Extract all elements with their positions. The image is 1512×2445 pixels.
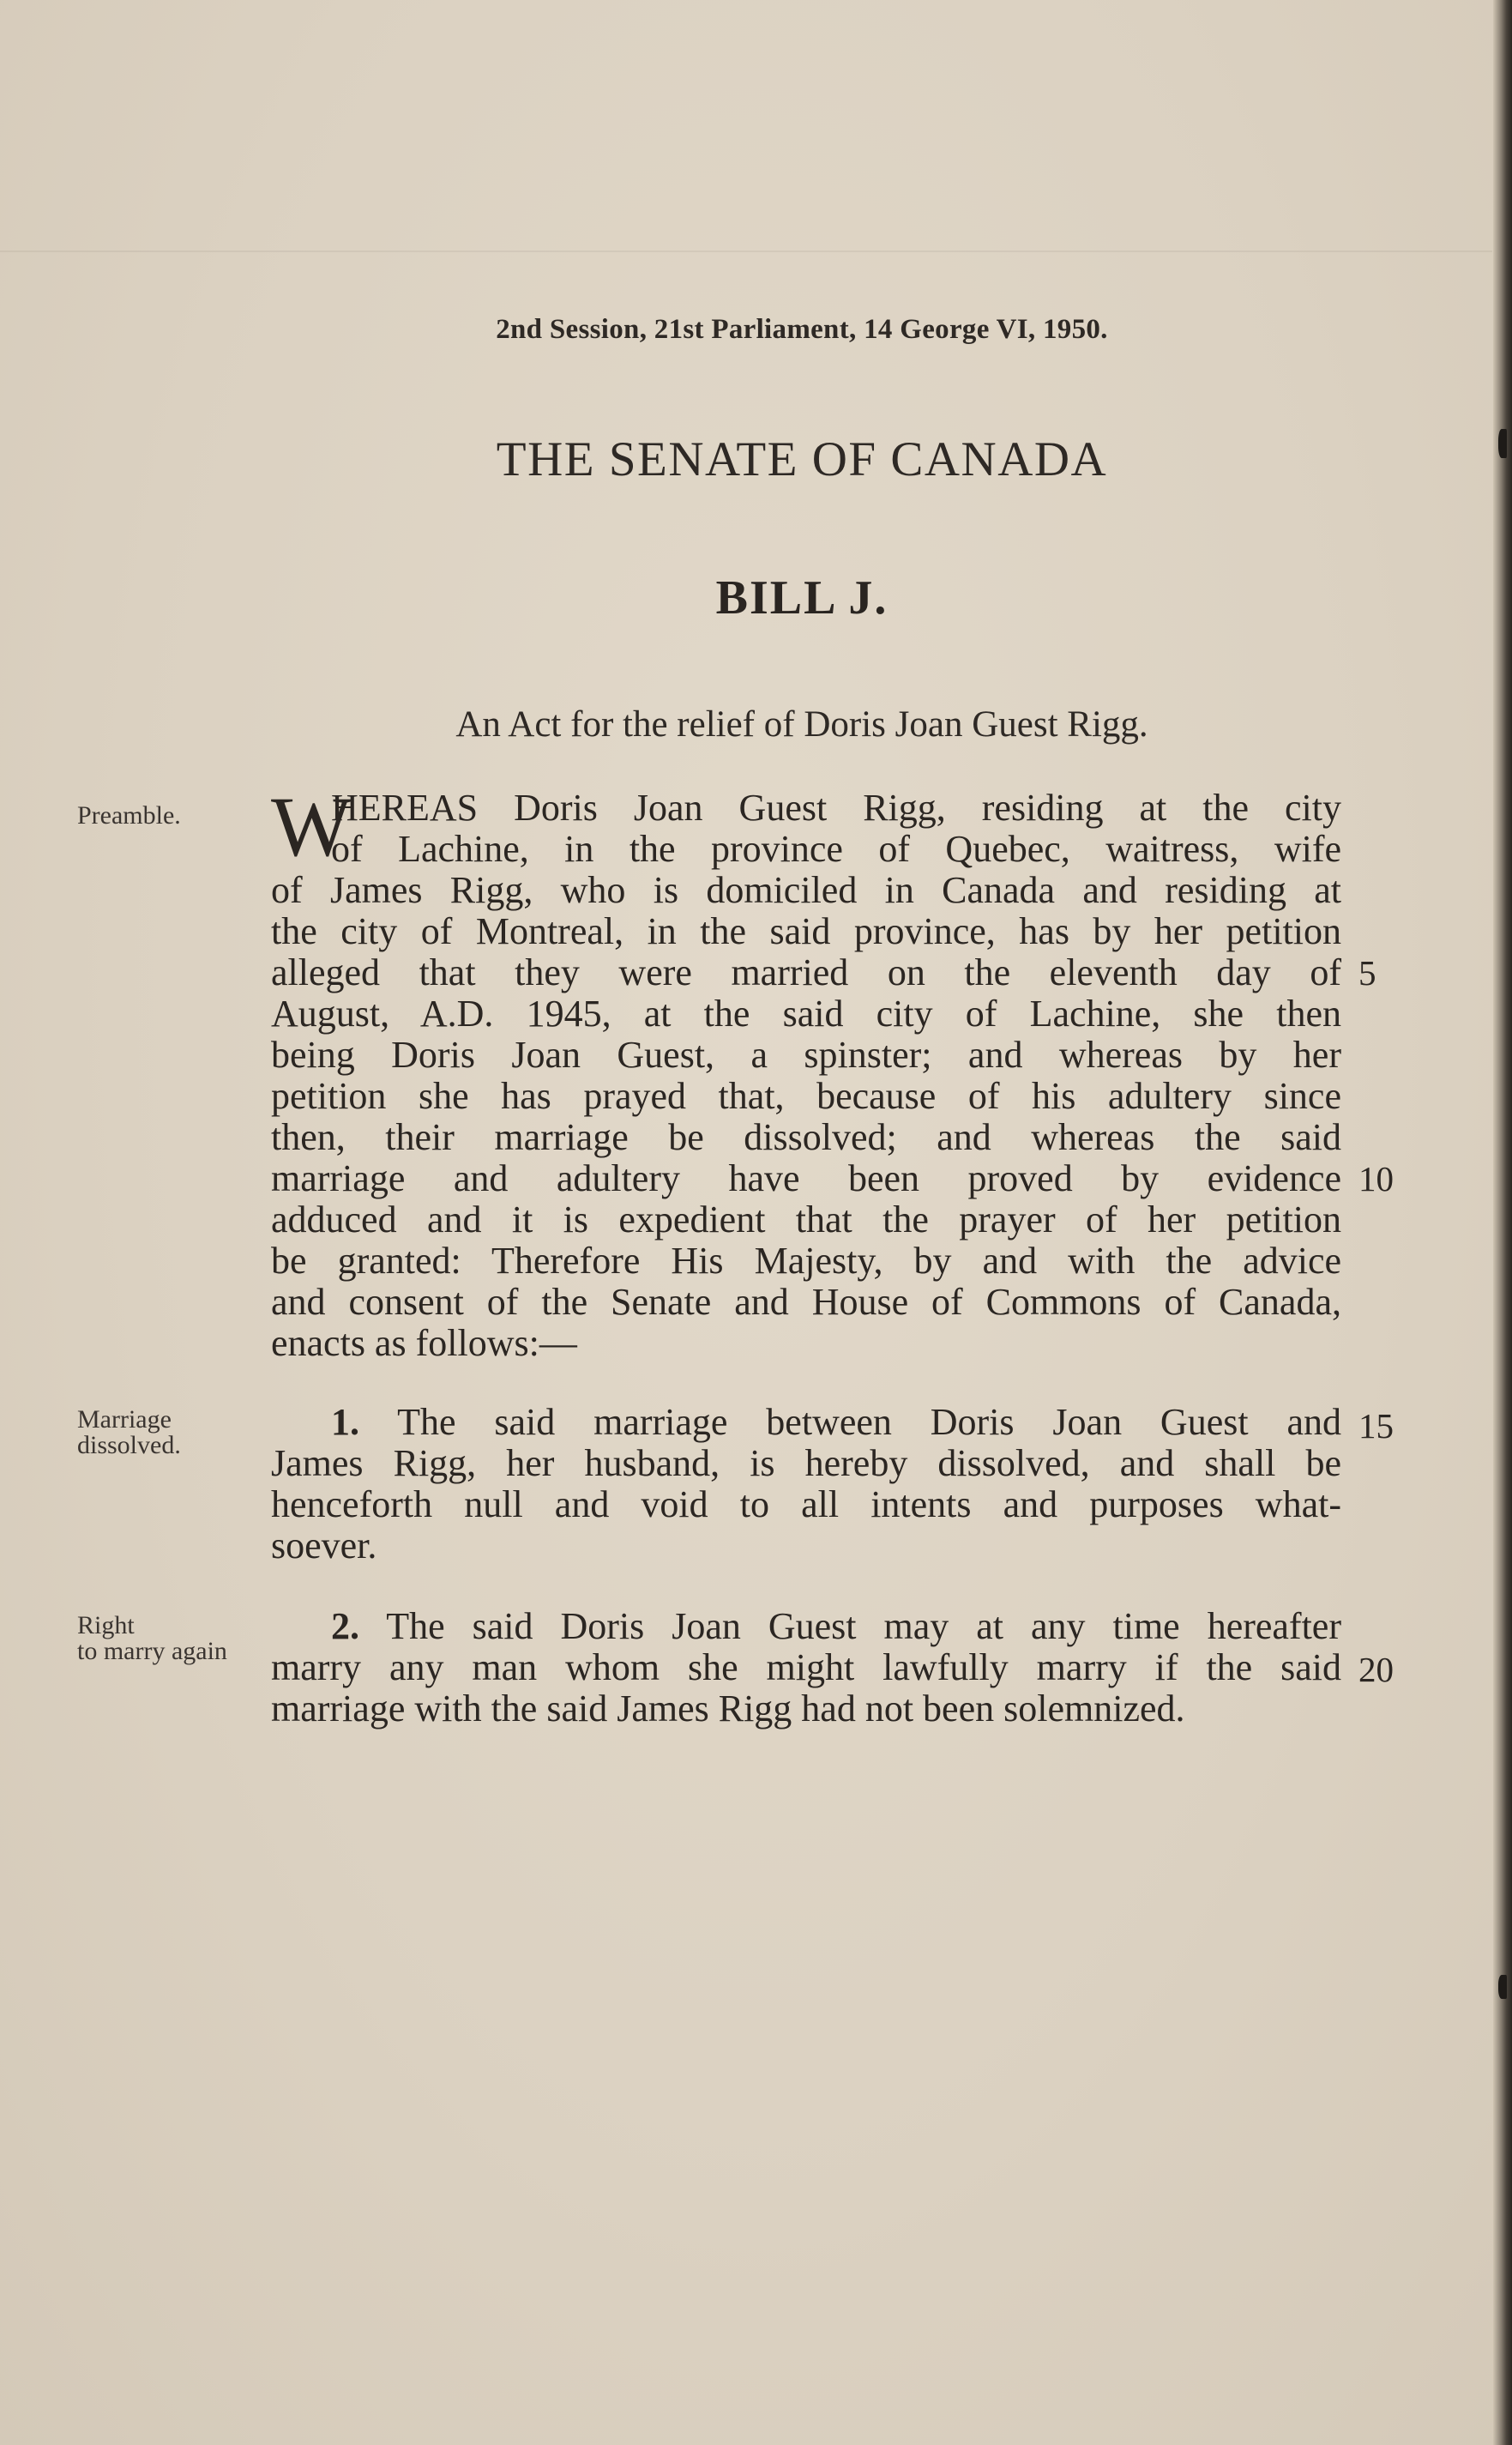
section-2-line: marry any man whom she might lawfully marry if the said bbox=[271, 1646, 1341, 1688]
preamble-line: petition she has prayed that, because of his adultery since bbox=[271, 1075, 1341, 1117]
section-1-line: henceforth null and void to all intents and purposes what- bbox=[271, 1483, 1341, 1525]
preamble-line: then, their marriage be dissolved; and whereas the said bbox=[271, 1116, 1341, 1158]
chamber-heading: THE SENATE OF CANADA bbox=[496, 432, 1108, 486]
section-1-line-text: The said marriage between Doris Joan Guest and bbox=[397, 1401, 1341, 1443]
line-number-15: 15 bbox=[1358, 1406, 1394, 1446]
section-1-line: soever. bbox=[271, 1524, 377, 1567]
preamble-line: alleged that they were married on the eleventh day of bbox=[271, 951, 1341, 993]
section-2-text bbox=[271, 1606, 1341, 1730]
line-number-5: 5 bbox=[1358, 953, 1376, 993]
drop-cap: W bbox=[271, 779, 352, 874]
page-binding-edge bbox=[1493, 0, 1512, 2445]
preamble-line: and consent of the Senate and House of Commons of Canada, bbox=[271, 1281, 1341, 1323]
binding-mark bbox=[1498, 429, 1507, 458]
margin-note-marriage-dissolved: Marriage dissolved. bbox=[77, 1405, 181, 1459]
act-title: An Act for the relief of Doris Joan Guest Rigg. bbox=[455, 704, 1148, 745]
section-2-line bbox=[271, 1606, 1341, 1647]
section-2-number: 2. bbox=[331, 1605, 359, 1647]
preamble-line: the city of Montreal, in the said province, has by her petition bbox=[271, 910, 1341, 952]
line-number-10: 10 bbox=[1358, 1159, 1394, 1198]
preamble-line: being Doris Joan Guest, a spinster; and whereas by her bbox=[271, 1034, 1341, 1076]
preamble-line: of Lachine, in the province of Quebec, waitress, wife bbox=[331, 828, 1341, 870]
margin-note-right-to-marry: Right to marry again bbox=[77, 1611, 227, 1665]
bill-heading: BILL J. bbox=[715, 571, 889, 625]
line-number-20: 20 bbox=[1358, 1650, 1394, 1689]
margin-note-preamble: Preamble. bbox=[77, 801, 181, 830]
preamble-line: August, A.D. 1945, at the said city of Lachine, she then bbox=[271, 993, 1341, 1035]
preamble-line: be granted: Therefore His Majesty, by and with the advice bbox=[271, 1240, 1341, 1282]
preamble-text bbox=[271, 788, 1341, 1364]
preamble-line: adduced and it is expedient that the prayer of her petition bbox=[271, 1198, 1341, 1241]
section-2-line-text: The said Doris Joan Guest may at any time hereafter bbox=[386, 1605, 1341, 1647]
faint-rule bbox=[0, 251, 1492, 252]
section-1-line: James Rigg, her husband, is hereby dissolved, and shall be bbox=[271, 1442, 1341, 1484]
section-1-line bbox=[271, 1402, 1341, 1443]
section-1-number: 1. bbox=[331, 1401, 359, 1443]
preamble-line: HEREAS Doris Joan Guest Rigg, residing at the city bbox=[331, 787, 1341, 829]
section-1-text bbox=[271, 1402, 1341, 1567]
binding-mark bbox=[1498, 1975, 1507, 1999]
preamble-line: marriage and adultery have been proved by evidence bbox=[271, 1157, 1341, 1199]
preamble-line: of James Rigg, who is domiciled in Canada and residing at bbox=[271, 869, 1341, 911]
session-heading: 2nd Session, 21st Parliament, 14 George VI, 1950. bbox=[496, 314, 1108, 345]
section-2-line: marriage with the said James Rigg had not been solemnized. bbox=[271, 1687, 1185, 1730]
preamble-line: enacts as follows:— bbox=[271, 1322, 577, 1364]
